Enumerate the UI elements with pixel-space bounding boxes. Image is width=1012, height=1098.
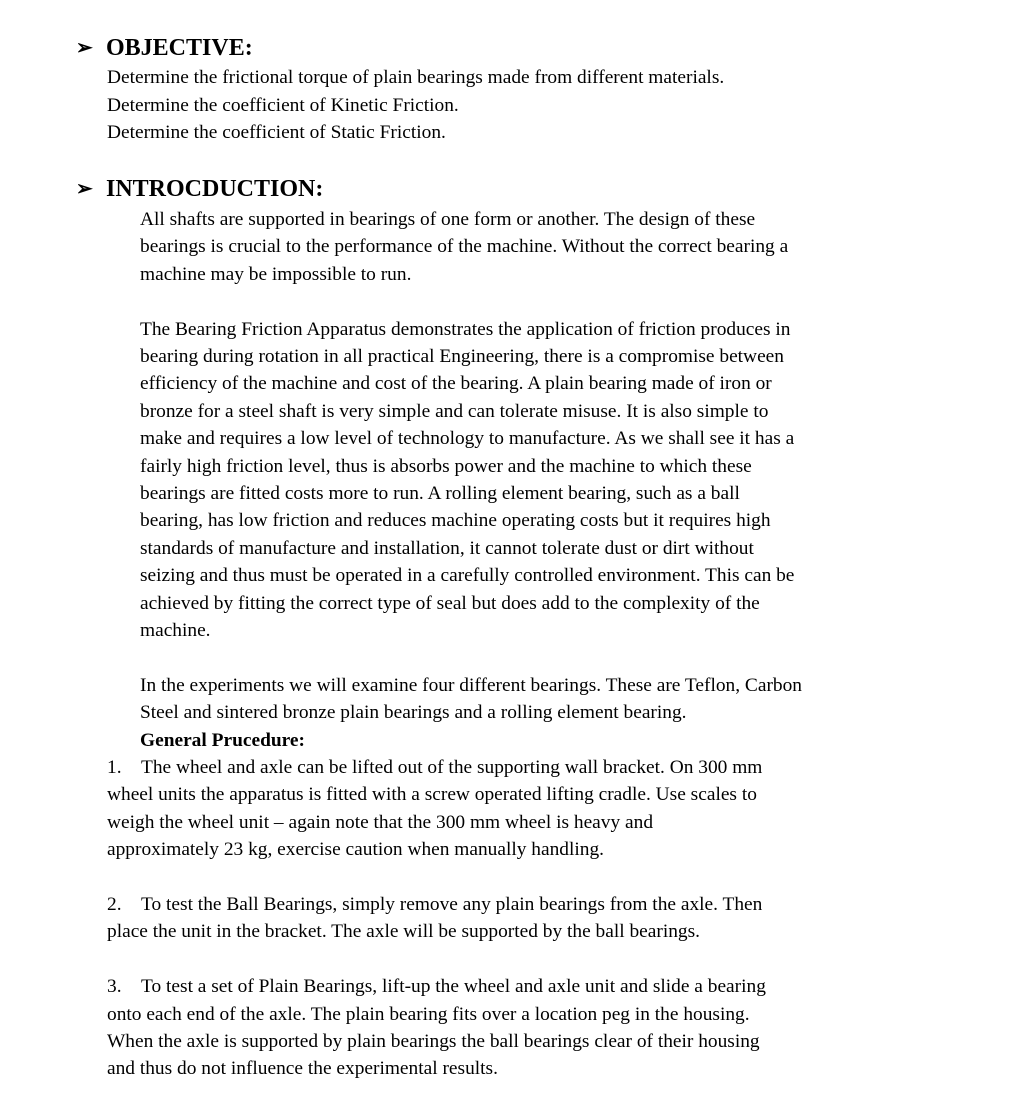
text-line [107, 891, 927, 918]
text-line: onto each end of the axle. The plain bearing fits over a location peg in the housing. [107, 1003, 750, 1025]
intro-paragraph-3 [140, 672, 920, 727]
step-number: 2. [107, 894, 122, 916]
text-line: When the axle is supported by plain bearings the ball bearings clear of their housing [107, 1031, 760, 1053]
text-line: make and requires a low level of technology to manufacture. As we shall see it has a [140, 428, 795, 450]
step-text: The wheel and axle can be lifted out of the supporting wall bracket. On 300 mm [141, 757, 763, 778]
text-line: All shafts are supported in bearings of one form or another. The design of these [140, 209, 756, 230]
general-procedure-heading: General Prucedure: [140, 729, 305, 751]
text-line: seizing and thus must be operated in a carefully controlled environment. This can be [140, 565, 795, 587]
objective-item: Determine the frictional torque of plain bearings made from different materials. [107, 67, 725, 88]
text-line: and thus do not influence the experimental results. [107, 1058, 498, 1080]
text-line: bearings are fitted costs more to run. A rolling element bearing, such as a ball [140, 483, 740, 505]
text-line: weigh the wheel unit – again note that the 300 mm wheel is heavy and [107, 811, 654, 833]
text-line: fairly high friction level, thus is absorbs power and the machine to which these [140, 455, 752, 477]
text-line [107, 754, 927, 781]
text-line: machine may be impossible to run. [140, 263, 412, 285]
text-line: approximately 23 kg, exercise caution when manually handling. [107, 839, 605, 861]
objective-item: Determine the coefficient of Kinetic Friction. [107, 94, 459, 116]
text-line: bearings is crucial to the performance of the machine. Without the correct bearing a [140, 236, 789, 258]
objective-item: Determine the coefficient of Static Friction. [107, 122, 446, 143]
text-line: machine. [140, 620, 211, 642]
text-line: wheel units the apparatus is fitted with a screw operated lifting cradle. Use scales to [107, 784, 757, 806]
text-line: Steel and sintered bronze plain bearings and a rolling element bearing. [140, 702, 687, 724]
text-line: In the experiments we will examine four different bearings. These are Teflon, Carbon [140, 674, 803, 696]
introduction-heading [76, 175, 323, 203]
intro-paragraph-1 [140, 206, 920, 288]
step-number: 1. [107, 757, 122, 778]
procedure-steps [107, 754, 927, 1083]
text-line: The Bearing Friction Apparatus demonstrates the application of friction produces in [140, 318, 791, 340]
text-line: bearing, has low friction and reduces machine operating costs but it requires high [140, 510, 771, 532]
objective-title: OBJECTIVE: [106, 35, 253, 61]
procedure-step-2 [107, 891, 927, 946]
text-line: standards of manufacture and installation, it cannot tolerate dust or dirt without [140, 537, 754, 559]
objective-list [107, 64, 724, 147]
step-text: To test a set of Plain Bearings, lift-up the wheel and axle unit and slide a bearing [141, 976, 766, 998]
procedure-step-3 [107, 973, 927, 1083]
text-line: efficiency of the machine and cost of the bearing. A plain bearing made of iron or [140, 373, 772, 395]
text-line: bronze for a steel shaft is very simple and can tolerate misuse. It is also simple to [140, 400, 769, 422]
intro-paragraph-2 [140, 316, 920, 645]
arrow-bullet-icon: ➢ [76, 178, 93, 200]
step-number: 3. [107, 976, 122, 998]
text-line: bearing during rotation in all practical Engineering, there is a compromise between [140, 346, 784, 368]
arrow-bullet-icon: ➢ [76, 37, 93, 59]
text-line [107, 973, 927, 1000]
introduction-title: INTROCDUCTION: [106, 176, 324, 202]
text-line: place the unit in the bracket. The axle will be supported by the ball bearings. [107, 921, 701, 943]
objective-heading [76, 34, 253, 62]
step-text: To test the Ball Bearings, simply remove any plain bearings from the axle. Then [141, 894, 763, 916]
text-line: achieved by fitting the correct type of seal but does add to the complexity of the [140, 592, 760, 614]
procedure-step-1 [107, 754, 927, 864]
introduction-body [140, 206, 920, 754]
